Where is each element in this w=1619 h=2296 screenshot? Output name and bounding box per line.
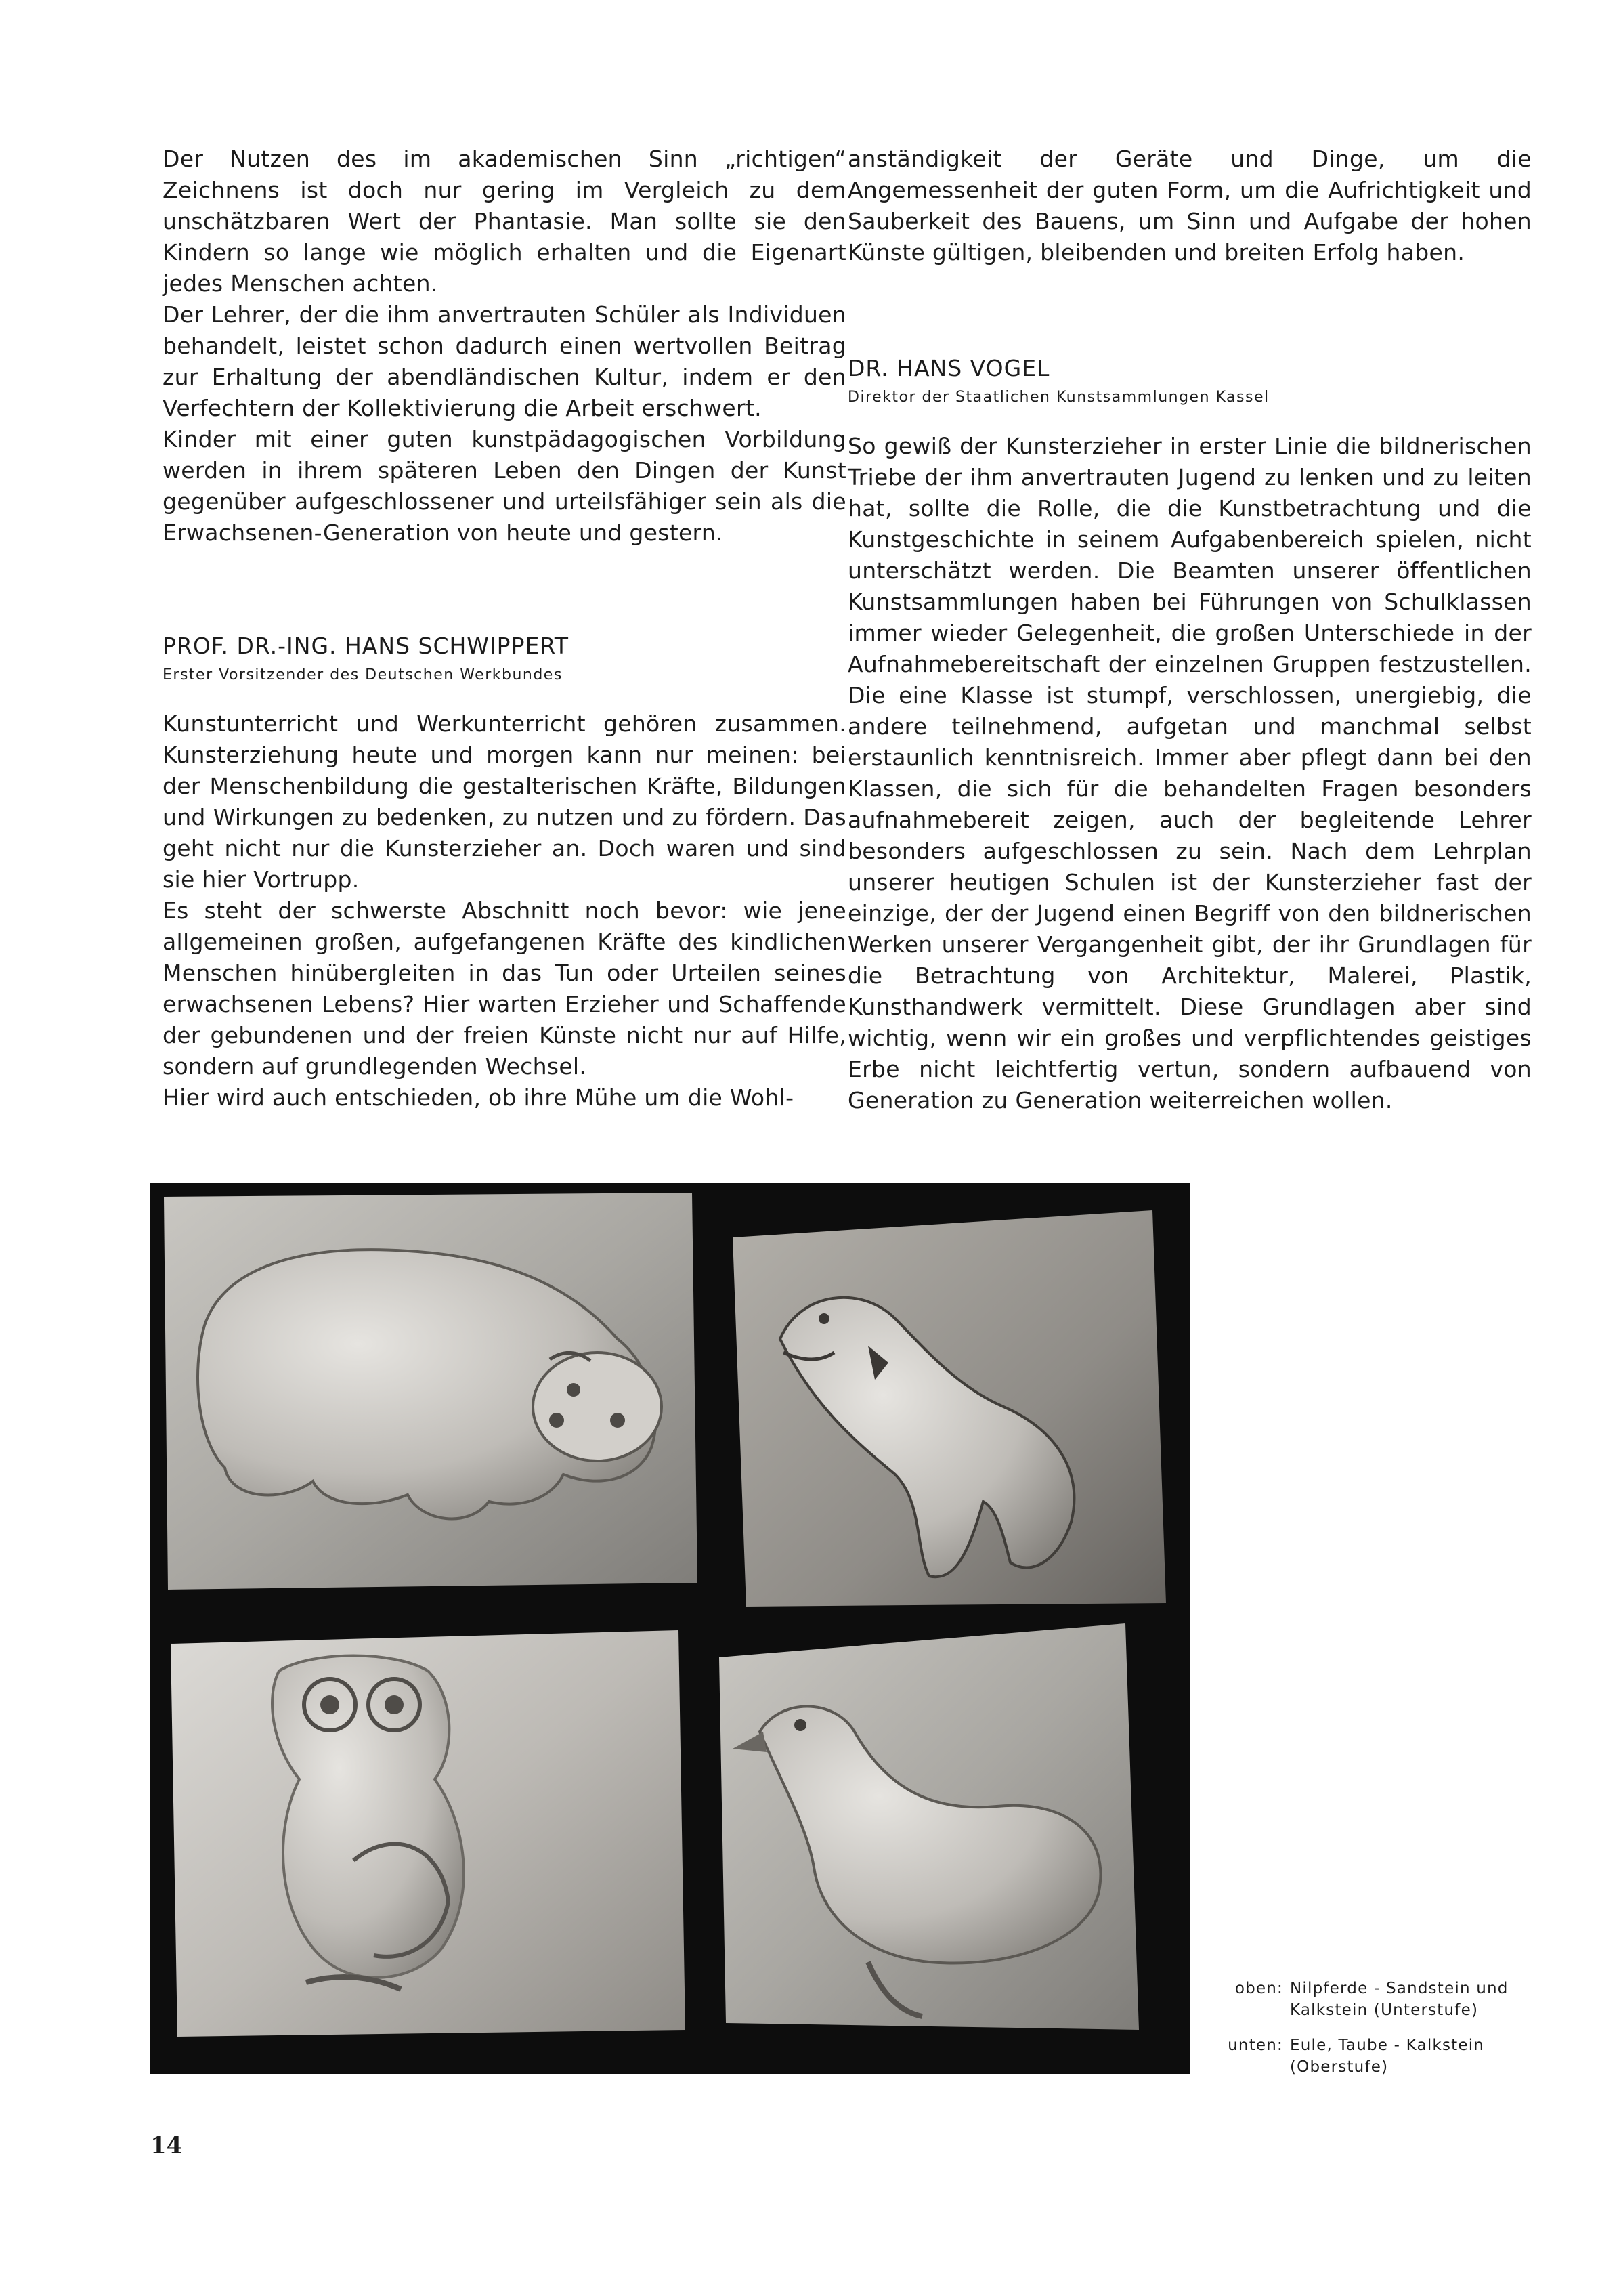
vogel-name: DR. HANS VOGEL xyxy=(848,355,1050,381)
vogel-paragraph: So gewiß der Kunsterzieher in erster Linie die bildnerischen Triebe der ihm anvertrauten Jugend zu lenken und zu leiten hat, sollte die Rolle, die die Kunstbetrachtung und die Kunstgeschichte in seinem Aufgabenbereich spielen, nicht unterschätzt werden. Die Beamten unserer öffentlichen Kunstsammlungen haben bei Führungen von Schulklassen immer wieder Gelegenheit, die großen Unterschiede in der Aufnahmebereitschaft der einzelnen Gruppen festzustellen. Die eine Klasse ist stumpf, verschlossen, unergiebig, die andere teilnehmend, aufgetan und manchmal selbst erstaunlich kenntnisreich. Immer aber pflegt dann bei den Klassen, die sich für die behandelten Fragen besonders aufnahmebereit zeigen, auch der begleitende Lehrer besonders aufgeschlossen zu sein. Nach dem Lehrplan unserer heutigen Schulen ist der Kunsterzieher fast der einzige, der der Jugend einen Begriff von den bildnerischen Werken unserer Vergangenheit gibt, der ihr Grundlagen für die Betrachtung von Architektur, Malerei, Plastik, Kunsthandwerk vermittelt. Diese Grundlagen aber sind wichtig, wenn wir ein großes und verpflichtendes geistiges Erbe nicht leichtfertig vertun, sondern aufbauend von Generation zu Generation weiterreichen wollen. xyxy=(848,433,1532,1113)
vogel-section xyxy=(848,354,1532,1116)
caption-top-label: oben: xyxy=(1234,1980,1283,1997)
intro-paragraph-3: Kinder mit einer guten kunstpädagogischen Vorbildung werden in ihrem späteren Leben den Dingen der Kunst gegenüber aufgeschlossener und urteilsfähiger sein als die Erwachsenen-Generation von heute und gestern. xyxy=(163,426,846,546)
schwippert-name: PROF. DR.-ING. HANS SCHWIPPERT xyxy=(163,633,569,659)
vogel-role: Direktor der Staatlichen Kunstsammlungen Kassel xyxy=(848,389,1270,406)
left-column xyxy=(163,144,846,1111)
dove-relief-slab xyxy=(719,1623,1139,2030)
bear-relief-slab xyxy=(733,1210,1166,1607)
caption-top-text: Nilpferde - Sandstein und Kalkstein (Unterstufe) xyxy=(1290,1980,1509,2019)
relief-photograph xyxy=(150,1183,1190,2074)
continuation-paragraph: anständigkeit der Geräte und Dinge, um die Angemessenheit der guten Form, um die Aufrichtigkeit und Sauberkeit des Bauens, um Sinn und Aufgabe der hohen Künste gültigen, bleibenden und breiten Erfolg haben. xyxy=(848,146,1532,265)
caption-bottom-text: Eule, Taube - Kalkstein (Oberstufe) xyxy=(1290,2037,1485,2076)
intro-paragraph-2: Der Lehrer, der die ihm anvertrauten Schüler als Individuen behandelt, leistet schon dadurch einen wertvollen Beitrag zur Erhaltung der abendländischen Kultur, indem er den Verfechtern der Kollektivierung die Arbeit erschwert. xyxy=(163,301,846,421)
page-number: 14 xyxy=(150,2132,183,2159)
schwippert-section xyxy=(163,631,846,1113)
intro-paragraph-1: Der Nutzen des im akademischen Sinn „richtigen“ Zeichnens ist doch nur gering im Vergleich zu dem unschätzbaren Wert der Phantasie. Man sollte sie den Kindern so lange wie möglich erhalten und die Eigenart jedes Menschen achten. xyxy=(163,146,846,297)
hippo-relief-slab xyxy=(164,1193,697,1590)
relief-photo-illustration xyxy=(150,1183,1190,2074)
schwippert-paragraph-2: Es steht der schwerste Abschnitt noch bevor: wie jene allgemeinen großen, aufgefangenen Kräfte des kindlichen Menschen hinübergleiten in das Tun oder Urteilen seines erwachsenen Lebens? Hier warten Erzieher und Schaffende der gebundenen und der freien Künste nicht nur auf Hilfe, sondern auf grundlegenden Wechsel. xyxy=(163,897,846,1080)
vogel-body xyxy=(848,431,1532,1116)
caption-bottom-label: unten: xyxy=(1228,2037,1283,2054)
right-column xyxy=(848,144,1532,1113)
caption-bottom xyxy=(1199,2035,1524,2078)
schwippert-role: Erster Vorsitzender des Deutschen Werkbundes xyxy=(163,666,563,683)
owl-relief-slab xyxy=(171,1630,685,2037)
photo-captions xyxy=(1199,1978,1524,2091)
schwippert-paragraph-3: Hier wird auch entschieden, ob ihre Mühe um die Wohl- xyxy=(163,1084,794,1111)
schwippert-body xyxy=(163,708,846,1113)
caption-top xyxy=(1199,1978,1524,2021)
schwippert-paragraph-1: Kunstunterricht und Werkunterricht gehören zusammen. Kunsterziehung heute und morgen kann nur meinen: bei der Menschenbildung die gestalterischen Kräfte, Bildungen und Wirkungen zu bedenken, zu nutzen und zu fördern. Das geht nicht nur die Kunsterzieher an. Doch waren und sind sie hier Vortrupp. xyxy=(163,710,846,893)
